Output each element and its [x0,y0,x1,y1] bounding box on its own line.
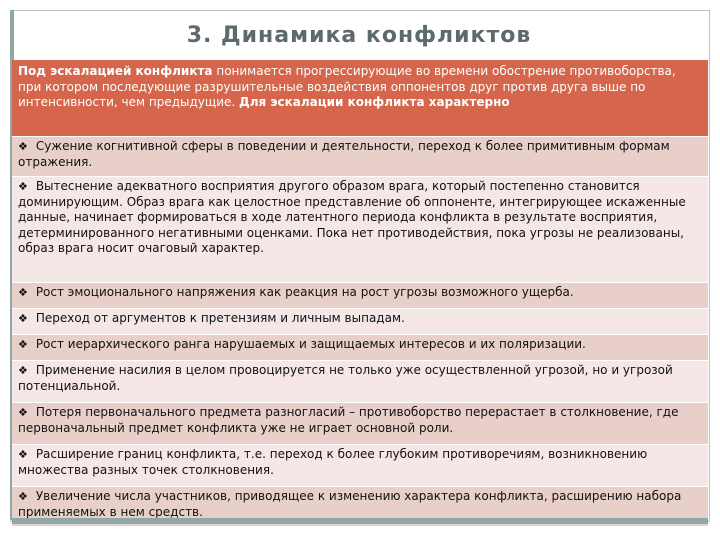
list-item-text: Применение насилия в целом провоцируется не только уже осуществленной угрозой, но и угрозой потенциальной. [18,363,673,393]
diamond-bullet-icon: ❖ [18,406,28,419]
intro-cell [12,60,708,137]
table-row [12,177,708,283]
table-row [12,335,708,361]
list-item-text: Переход от аргументов к претензиям и личным выпадам. [32,311,405,325]
intro-text: понимается прогрессирующие во времени обострение противоборства, при котором последующие разрушительные воздействия оппонентов друг против друга выше по интенсивности, чем предыдущие. [18,64,676,109]
list-item [12,361,708,403]
list-item-text: Потеря первоначального предмета разногласий – противоборство перерастает в столкновение, где первоначальный предмет конфликта уже не играет основной роли. [18,405,679,435]
diamond-bullet-icon: ❖ [18,364,28,377]
list-item-text: Расширение границ конфликта, т.е. переход к более глубоким противоречиям, возникновению множества разных точек столкновения. [18,447,648,477]
table-row [12,403,708,445]
list-item [12,177,708,283]
list-item [12,137,708,177]
diamond-bullet-icon: ❖ [18,286,28,299]
table-row [12,361,708,403]
list-item-text: Сужение когнитивной сферы в поведении и деятельности, переход к более примитивным формам отражения. [18,139,670,169]
list-item-text: Рост иерархического ранга нарушаемых и защищаемых интересов и их поляризации. [32,337,586,351]
diamond-bullet-icon: ❖ [18,140,28,153]
list-item [12,403,708,445]
diamond-bullet-icon: ❖ [18,448,28,461]
diamond-bullet-icon: ❖ [18,180,28,193]
diamond-bullet-icon: ❖ [18,312,28,325]
list-item [12,445,708,487]
list-item [12,335,708,361]
table-row [12,137,708,177]
table-header-row [12,60,708,137]
table-row [12,283,708,309]
slide-footer-bar [12,518,708,524]
slide-title: 3. Динамика конфликтов [186,22,532,48]
list-item-text: Увеличение числа участников, приводящее к изменению характера конфликта, расширению набора применяемых в нем средств. [18,489,682,519]
intro-bold-term: Под эскалацией конфликта [18,64,213,78]
intro-bold-end: Для эскалации конфликта характерно [239,95,510,109]
content-table [12,60,708,527]
diamond-bullet-icon: ❖ [18,338,28,351]
list-item [12,283,708,309]
list-item-text: Вытеснение адекватного восприятия другого образом врага, который постепенно становится доминирующим. Образ врага как целостное представление об оппоненте, интегрирующее искаженные данные, начинает формироваться в ходе латентного периода конфликта в результате восприятия, детерминированного негативными оценками. Пока нет противодействия, пока угрозы не реализованы, образ врага носит очаговый характер. [18,179,686,255]
table-row [12,309,708,335]
diamond-bullet-icon: ❖ [18,490,28,503]
table-row [12,445,708,487]
list-item-text: Рост эмоционального напряжения как реакция на рост угрозы возможного ущерба. [32,285,574,299]
list-item [12,309,708,335]
